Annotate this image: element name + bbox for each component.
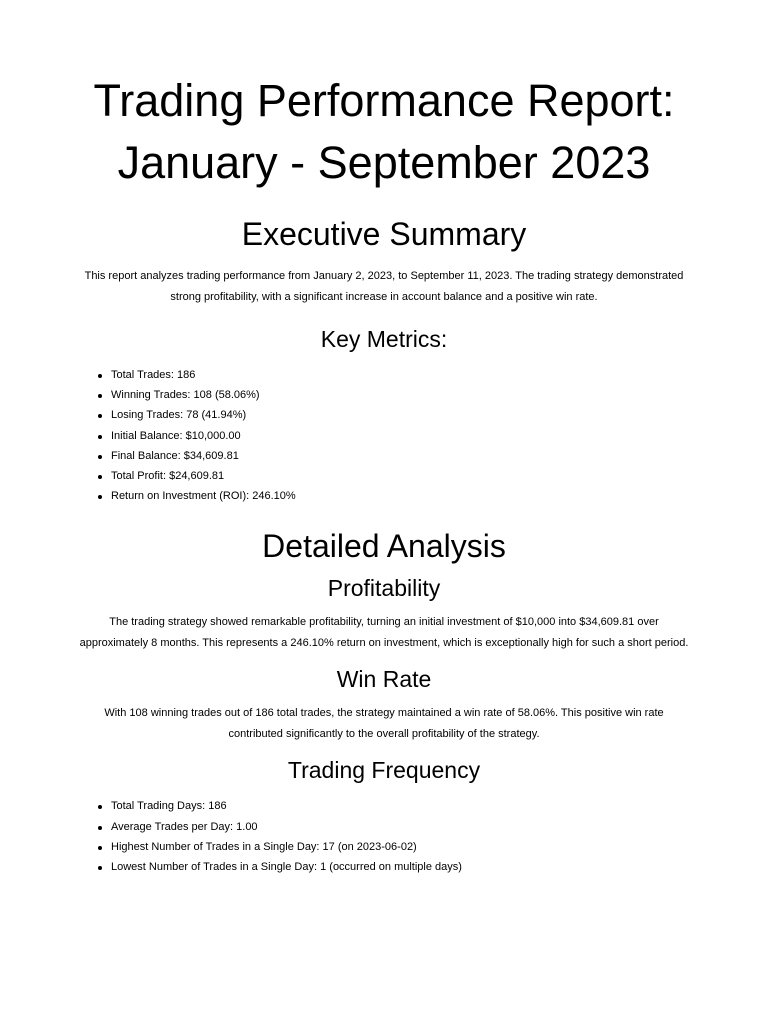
profitability-heading: Profitability	[327, 575, 441, 602]
key-metric-item-winning-trades	[111, 385, 688, 405]
key-metric-item-total-profit	[111, 466, 688, 486]
report-title-line-1: Trading Performance Report:	[93, 75, 675, 126]
executive-summary-paragraph: This report analyzes trading performance from January 2, 2023, to September 11, 2023. The trading strategy demonstrated strong profitability, with a significant increase in account balance and a positive win rate.	[84, 270, 684, 303]
frequency-text: Total Trading Days: 186	[111, 800, 227, 813]
key-metrics-list	[80, 365, 688, 506]
key-metric-text: Initial Balance: $10,000.00	[111, 429, 241, 442]
key-metric-item-total-trades	[111, 365, 688, 385]
key-metric-item-initial-balance	[111, 426, 688, 446]
bullet-icon	[98, 866, 102, 870]
bullet-icon	[98, 435, 102, 439]
key-metrics-heading: Key Metrics:	[320, 326, 448, 352]
win-rate-heading: Win Rate	[336, 666, 432, 693]
trading-frequency-list	[80, 796, 688, 877]
key-metric-item-final-balance	[111, 446, 688, 466]
frequency-item-highest	[111, 837, 688, 857]
win-rate-paragraph: With 108 winning trades out of 186 total trades, the strategy maintained a win rate of 58.06%. This positive win rate contributed significantly to the overall profitability of the strategy.	[104, 707, 664, 740]
bullet-icon	[98, 374, 102, 378]
frequency-item-total-days	[111, 796, 688, 816]
bullet-icon	[98, 826, 102, 830]
trading-frequency-heading: Trading Frequency	[287, 757, 481, 784]
frequency-text: Lowest Number of Trades in a Single Day: 1 (occurred on multiple days)	[111, 861, 462, 874]
frequency-text: Average Trades per Day: 1.00	[111, 820, 258, 833]
key-metric-text: Return on Investment (ROI): 246.10%	[111, 490, 296, 503]
key-metric-text: Winning Trades: 108 (58.06%)	[111, 389, 260, 402]
detailed-analysis-heading: Detailed Analysis	[262, 528, 506, 565]
bullet-icon	[98, 495, 102, 499]
bullet-icon	[98, 475, 102, 479]
bullet-icon	[98, 805, 102, 809]
key-metric-text: Total Profit: $24,609.81	[111, 470, 225, 483]
key-metric-text: Total Trades: 186	[111, 369, 196, 381]
frequency-item-lowest	[111, 857, 688, 877]
bullet-icon	[98, 455, 102, 459]
frequency-text: Highest Number of Trades in a Single Day: 17 (on 2023-06-02)	[111, 840, 417, 853]
frequency-item-average	[111, 817, 688, 837]
key-metric-text: Final Balance: $34,609.81	[111, 449, 239, 462]
executive-summary-heading: Executive Summary	[241, 216, 527, 252]
profitability-paragraph: The trading strategy showed remarkable profitability, turning an initial investment of $10,000 into $34,609.81 over approximately 8 months. This represents a 246.10% return on investment, which is exceptionally high for such a short period.	[79, 616, 689, 649]
report-title-line-2: January - September 2023	[117, 137, 651, 188]
bullet-icon	[98, 394, 102, 398]
key-metric-text: Losing Trades: 78 (41.94%)	[111, 409, 247, 422]
key-metric-item-roi	[111, 486, 688, 506]
bullet-icon	[98, 414, 102, 418]
key-metric-item-losing-trades	[111, 405, 688, 425]
report-title	[80, 0, 688, 194]
bullet-icon	[98, 846, 102, 850]
